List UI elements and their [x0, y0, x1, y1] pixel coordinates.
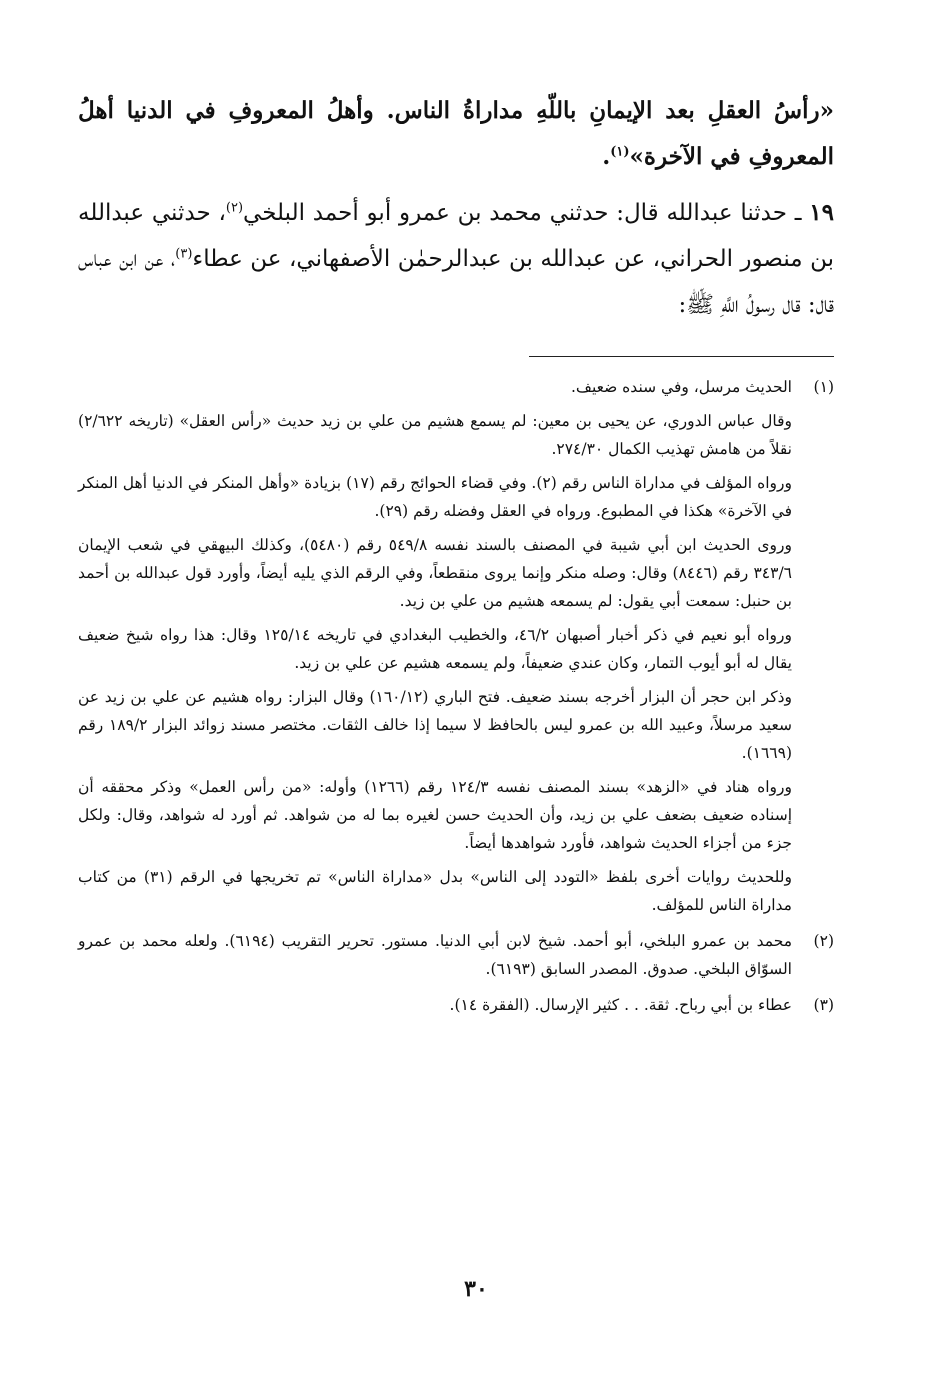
- footnote-paragraph: وقال عباس الدوري، عن يحيى بن معين: لم يسمع هشيم من علي بن زيد حديث «رأس العقل» (تاريخه ٢/٦٢٢) نقلاً من هامش تهذيب الكمال ٢٧٤/٣٠.: [78, 412, 792, 458]
- footnote-paragraph: ورواه هناد في «الزهد» بسند المصنف نفسه ١٢٤/٣ رقم (١٢٦٦) وأوله: «من رأس العمل» وذكر محققه أن إسناده ضعيف بضعف علي بن زيد، وأن الحديث حسن لغيره بما له من شواهد. ثم أورد له شواهد، وقال: ولكل جزء من أجزاء الحديث شواهد، فأورد شواهدها أيضاً.: [78, 778, 792, 852]
- footnote-body: [78, 927, 792, 989]
- page-body: [78, 88, 834, 1025]
- footnote-ref-1[interactable]: (١): [610, 144, 630, 160]
- footnote-ref-3[interactable]: (٣): [175, 246, 193, 262]
- footnote-1: [78, 373, 834, 925]
- footnote-number: (٣): [813, 996, 834, 1014]
- opening-quote: [78, 88, 834, 180]
- footnote-2: [78, 927, 834, 989]
- footnote-3: [78, 991, 834, 1025]
- hadith-isnad: [78, 190, 834, 328]
- footnote-paragraph: عطاء بن أبي رباح. ثقة. . . كثير الإرسال. (الفقرة ١٤).: [449, 996, 792, 1014]
- footnote-paragraph: ورواه أبو نعيم في ذكر أخبار أصبهان ٤٦/٢، والخطيب البغدادي في تاريخه ١٢٥/١٤ وقال: هذا رواه شيخ ضعيف يقال له أبو أيوب التمار، وكان عندي ضعيفاً، ولم يسمعه هشيم عن علي بن زيد.: [78, 626, 792, 672]
- footnote-paragraph: محمد بن عمرو البلخي، أبو أحمد. شيخ لابن أبي الدنيا. مستور. تحرير التقريب (٦١٩٤). ولعله محمد بن عمرو السوّاق البلخي. صدوق. المصدر السابق (٦١٩٣).: [78, 932, 793, 978]
- footnote-body: [78, 991, 792, 1025]
- footnote-paragraph: ورواه المؤلف في مداراة الناس رقم (٢). وفي قضاء الحوائج رقم (١٧) بزيادة «وأهل المنكر في الدنيا أهل المنكر في الآخرة» هكذا في المطبوع. ورواه في العقل وفضله رقم (٢٩).: [78, 474, 793, 520]
- footnote-separator: [529, 356, 834, 357]
- footnote-number: (١): [813, 378, 834, 396]
- isnad-part-3: ، عن ابن عباس قال: قال رسولُ اللَّهِ ﷺ:: [78, 246, 834, 318]
- footnote-paragraph: الحديث مرسل، وفي سنده ضعيف.: [570, 378, 792, 396]
- footnote-number: (٢): [813, 932, 834, 950]
- hadith-number: ١٩: [809, 199, 835, 226]
- footnote-ref-2[interactable]: (٢): [225, 200, 244, 216]
- footnote-paragraph: وروى الحديث ابن أبي شيبة في المصنف بالسند نفسه ٥٤٩/٨ رقم (٥٤٨٠)، وكذلك البيهقي في شعب الإيمان ٣٤٣/٦ رقم (٨٤٤٦) وقال: وصله منكر وإنما يروى منقطعاً، وفي الرقم الذي يليه أيضاً، وأورد قول عبدالله بن أحمد بن حنبل: سمعت أبي يقول: لم يسمعه هشيم من علي بن زيد.: [78, 536, 792, 610]
- footnote-paragraph: وذكر ابن حجر أن البزار أخرجه بسند ضعيف. فتح الباري (١٦٠/١٢) وقال البزار: رواه هشيم عن علي بن زيد عن سعيد مرسلاً، وعبيد الله بن عمرو ليس بالحافظ لا سيما إذا خالف الثقات. مختصر مسند زوائد البزار ١٨٩/٢ رقم (١٦٦٩).: [78, 688, 793, 762]
- isnad-part-2: ، حدثني عبدالله بن منصور الحراني، عن عبدالله بن عبدالرحمٰن الأصفهاني، عن عطاء: [78, 200, 834, 272]
- opening-quote-text: «رأسُ العقلِ بعد الإيمانِ باللّهِ مداراةُ الناس. وأهلُ المعروفِ في الدنيا أهلُ المعروفِ في الآخرة»: [78, 97, 834, 170]
- opening-quote-end: .: [602, 143, 611, 170]
- isnad-part-1: ـ حدثنا عبدالله قال: حدثني محمد بن عمرو أبو أحمد البلخي: [243, 200, 810, 226]
- footnote-paragraph: وللحديث روايات أخرى بلفظ «التودد إلى الناس» بدل «مداراة الناس» تم تخريجها في الرقم (٣١) من كتاب مداراة الناس للمؤلف.: [78, 868, 793, 914]
- page-number: ٣٠: [464, 1276, 488, 1302]
- footnote-body: [78, 373, 792, 925]
